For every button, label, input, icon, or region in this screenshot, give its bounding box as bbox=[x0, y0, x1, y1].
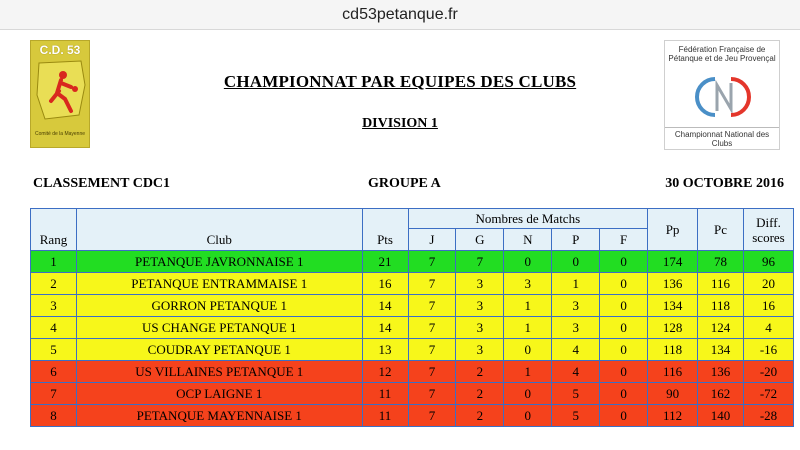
cell-rang: 6 bbox=[31, 361, 77, 383]
cell-n: 1 bbox=[504, 317, 552, 339]
cell-j: 7 bbox=[408, 405, 456, 427]
header-pp: Pp bbox=[648, 209, 698, 251]
cell-pp: 90 bbox=[648, 383, 698, 405]
cell-rang: 1 bbox=[31, 251, 77, 273]
cell-club: GORRON PETANQUE 1 bbox=[76, 295, 362, 317]
cell-p: 4 bbox=[552, 361, 600, 383]
cell-pc: 78 bbox=[698, 251, 744, 273]
cell-pts: 21 bbox=[362, 251, 408, 273]
cell-g: 2 bbox=[456, 405, 504, 427]
table-row bbox=[31, 405, 794, 427]
cell-p: 5 bbox=[552, 405, 600, 427]
cell-pc: 118 bbox=[698, 295, 744, 317]
cell-diff: -28 bbox=[743, 405, 793, 427]
header-j: J bbox=[408, 229, 456, 251]
cell-club: US VILLAINES PETANQUE 1 bbox=[76, 361, 362, 383]
cell-n: 3 bbox=[504, 273, 552, 295]
cell-diff: 20 bbox=[743, 273, 793, 295]
table-row bbox=[31, 383, 794, 405]
cell-pp: 174 bbox=[648, 251, 698, 273]
cell-p: 0 bbox=[552, 251, 600, 273]
cell-j: 7 bbox=[408, 383, 456, 405]
cell-diff: 16 bbox=[743, 295, 793, 317]
division-title: DIVISION 1 bbox=[362, 116, 438, 131]
header-pc: Pc bbox=[698, 209, 744, 251]
cell-rang: 7 bbox=[31, 383, 77, 405]
table-row bbox=[31, 295, 794, 317]
cell-rang: 5 bbox=[31, 339, 77, 361]
cell-pp: 112 bbox=[648, 405, 698, 427]
header-n: N bbox=[504, 229, 552, 251]
cell-f: 0 bbox=[600, 405, 648, 427]
cell-n: 1 bbox=[504, 361, 552, 383]
cell-rang: 3 bbox=[31, 295, 77, 317]
page-title: CHAMPIONNAT PAR EQUIPES DES CLUBS bbox=[223, 72, 577, 91]
cell-g: 2 bbox=[456, 383, 504, 405]
table-row bbox=[31, 361, 794, 383]
cell-j: 7 bbox=[408, 317, 456, 339]
cell-p: 5 bbox=[552, 383, 600, 405]
cd53-logo-subtitle: Comité de la Mayenne bbox=[34, 131, 86, 137]
cell-diff: -20 bbox=[743, 361, 793, 383]
cell-f: 0 bbox=[600, 361, 648, 383]
header-f: F bbox=[600, 229, 648, 251]
cell-f: 0 bbox=[600, 295, 648, 317]
cell-n: 0 bbox=[504, 383, 552, 405]
cell-p: 3 bbox=[552, 317, 600, 339]
cell-p: 4 bbox=[552, 339, 600, 361]
cell-pc: 136 bbox=[698, 361, 744, 383]
cell-f: 0 bbox=[600, 339, 648, 361]
cell-g: 3 bbox=[456, 339, 504, 361]
cell-j: 7 bbox=[408, 339, 456, 361]
cell-n: 0 bbox=[504, 339, 552, 361]
cell-pc: 140 bbox=[698, 405, 744, 427]
cell-pts: 13 bbox=[362, 339, 408, 361]
cell-n: 0 bbox=[504, 251, 552, 273]
table-row bbox=[31, 339, 794, 361]
classement-label: CLASSEMENT CDC1 bbox=[33, 176, 171, 191]
header-g: G bbox=[456, 229, 504, 251]
cd53-logo-title: C.D. 53 bbox=[39, 43, 81, 57]
cell-pts: 11 bbox=[362, 405, 408, 427]
cell-club: PETANQUE JAVRONNAISE 1 bbox=[76, 251, 362, 273]
standings-table bbox=[30, 208, 794, 427]
cell-pp: 118 bbox=[648, 339, 698, 361]
header-nombres-de-matchs: Nombres de Matchs bbox=[408, 209, 648, 229]
header-rang: Rang bbox=[31, 209, 77, 251]
cell-g: 3 bbox=[456, 295, 504, 317]
table-row bbox=[31, 251, 794, 273]
table-row bbox=[31, 317, 794, 339]
cell-rang: 4 bbox=[31, 317, 77, 339]
cell-p: 3 bbox=[552, 295, 600, 317]
cell-g: 7 bbox=[456, 251, 504, 273]
cell-f: 0 bbox=[600, 317, 648, 339]
cell-pts: 12 bbox=[362, 361, 408, 383]
cell-club: COUDRAY PETANQUE 1 bbox=[76, 339, 362, 361]
cell-j: 7 bbox=[408, 361, 456, 383]
cell-f: 0 bbox=[600, 383, 648, 405]
header-club: Club bbox=[76, 209, 362, 251]
header-pts: Pts bbox=[362, 209, 408, 251]
cell-p: 1 bbox=[552, 273, 600, 295]
ffpjp-logo bbox=[664, 40, 780, 150]
cell-rang: 8 bbox=[31, 405, 77, 427]
cell-n: 0 bbox=[504, 405, 552, 427]
cell-pp: 134 bbox=[648, 295, 698, 317]
address-bar[interactable] bbox=[0, 0, 800, 30]
cell-pc: 124 bbox=[698, 317, 744, 339]
cell-pts: 16 bbox=[362, 273, 408, 295]
cell-n: 1 bbox=[504, 295, 552, 317]
cell-j: 7 bbox=[408, 251, 456, 273]
cell-f: 0 bbox=[600, 251, 648, 273]
cell-f: 0 bbox=[600, 273, 648, 295]
cell-g: 2 bbox=[456, 361, 504, 383]
cell-pp: 116 bbox=[648, 361, 698, 383]
cell-g: 3 bbox=[456, 317, 504, 339]
cell-diff: 4 bbox=[743, 317, 793, 339]
cell-pc: 134 bbox=[698, 339, 744, 361]
cell-pts: 11 bbox=[362, 383, 408, 405]
date-label: 30 OCTOBRE 2016 bbox=[665, 176, 784, 191]
cell-pp: 136 bbox=[648, 273, 698, 295]
cell-diff: -16 bbox=[743, 339, 793, 361]
cell-pc: 162 bbox=[698, 383, 744, 405]
table-row bbox=[31, 273, 794, 295]
url-text: cd53petanque.fr bbox=[342, 5, 458, 23]
cell-club: OCP LAIGNE 1 bbox=[76, 383, 362, 405]
cell-j: 7 bbox=[408, 295, 456, 317]
cell-club: PETANQUE MAYENNAISE 1 bbox=[76, 405, 362, 427]
header-diff: Diff. scores bbox=[743, 209, 793, 251]
cell-rang: 2 bbox=[31, 273, 77, 295]
cell-club: PETANQUE ENTRAMMAISE 1 bbox=[76, 273, 362, 295]
ffpjp-logo-bottom-text: Championnat National des Clubs bbox=[665, 127, 779, 148]
cell-pts: 14 bbox=[362, 295, 408, 317]
cell-pc: 116 bbox=[698, 273, 744, 295]
cell-diff: -72 bbox=[743, 383, 793, 405]
cell-pp: 128 bbox=[648, 317, 698, 339]
cell-diff: 96 bbox=[743, 251, 793, 273]
cell-j: 7 bbox=[408, 273, 456, 295]
ffpjp-logo-top-text: Fédération Française de Pétanque et de Jeu Provençal bbox=[668, 45, 776, 63]
cell-pts: 14 bbox=[362, 317, 408, 339]
groupe-label: GROUPE A bbox=[368, 176, 441, 191]
cell-club: US CHANGE PETANQUE 1 bbox=[76, 317, 362, 339]
header-p: P bbox=[552, 229, 600, 251]
cell-g: 3 bbox=[456, 273, 504, 295]
